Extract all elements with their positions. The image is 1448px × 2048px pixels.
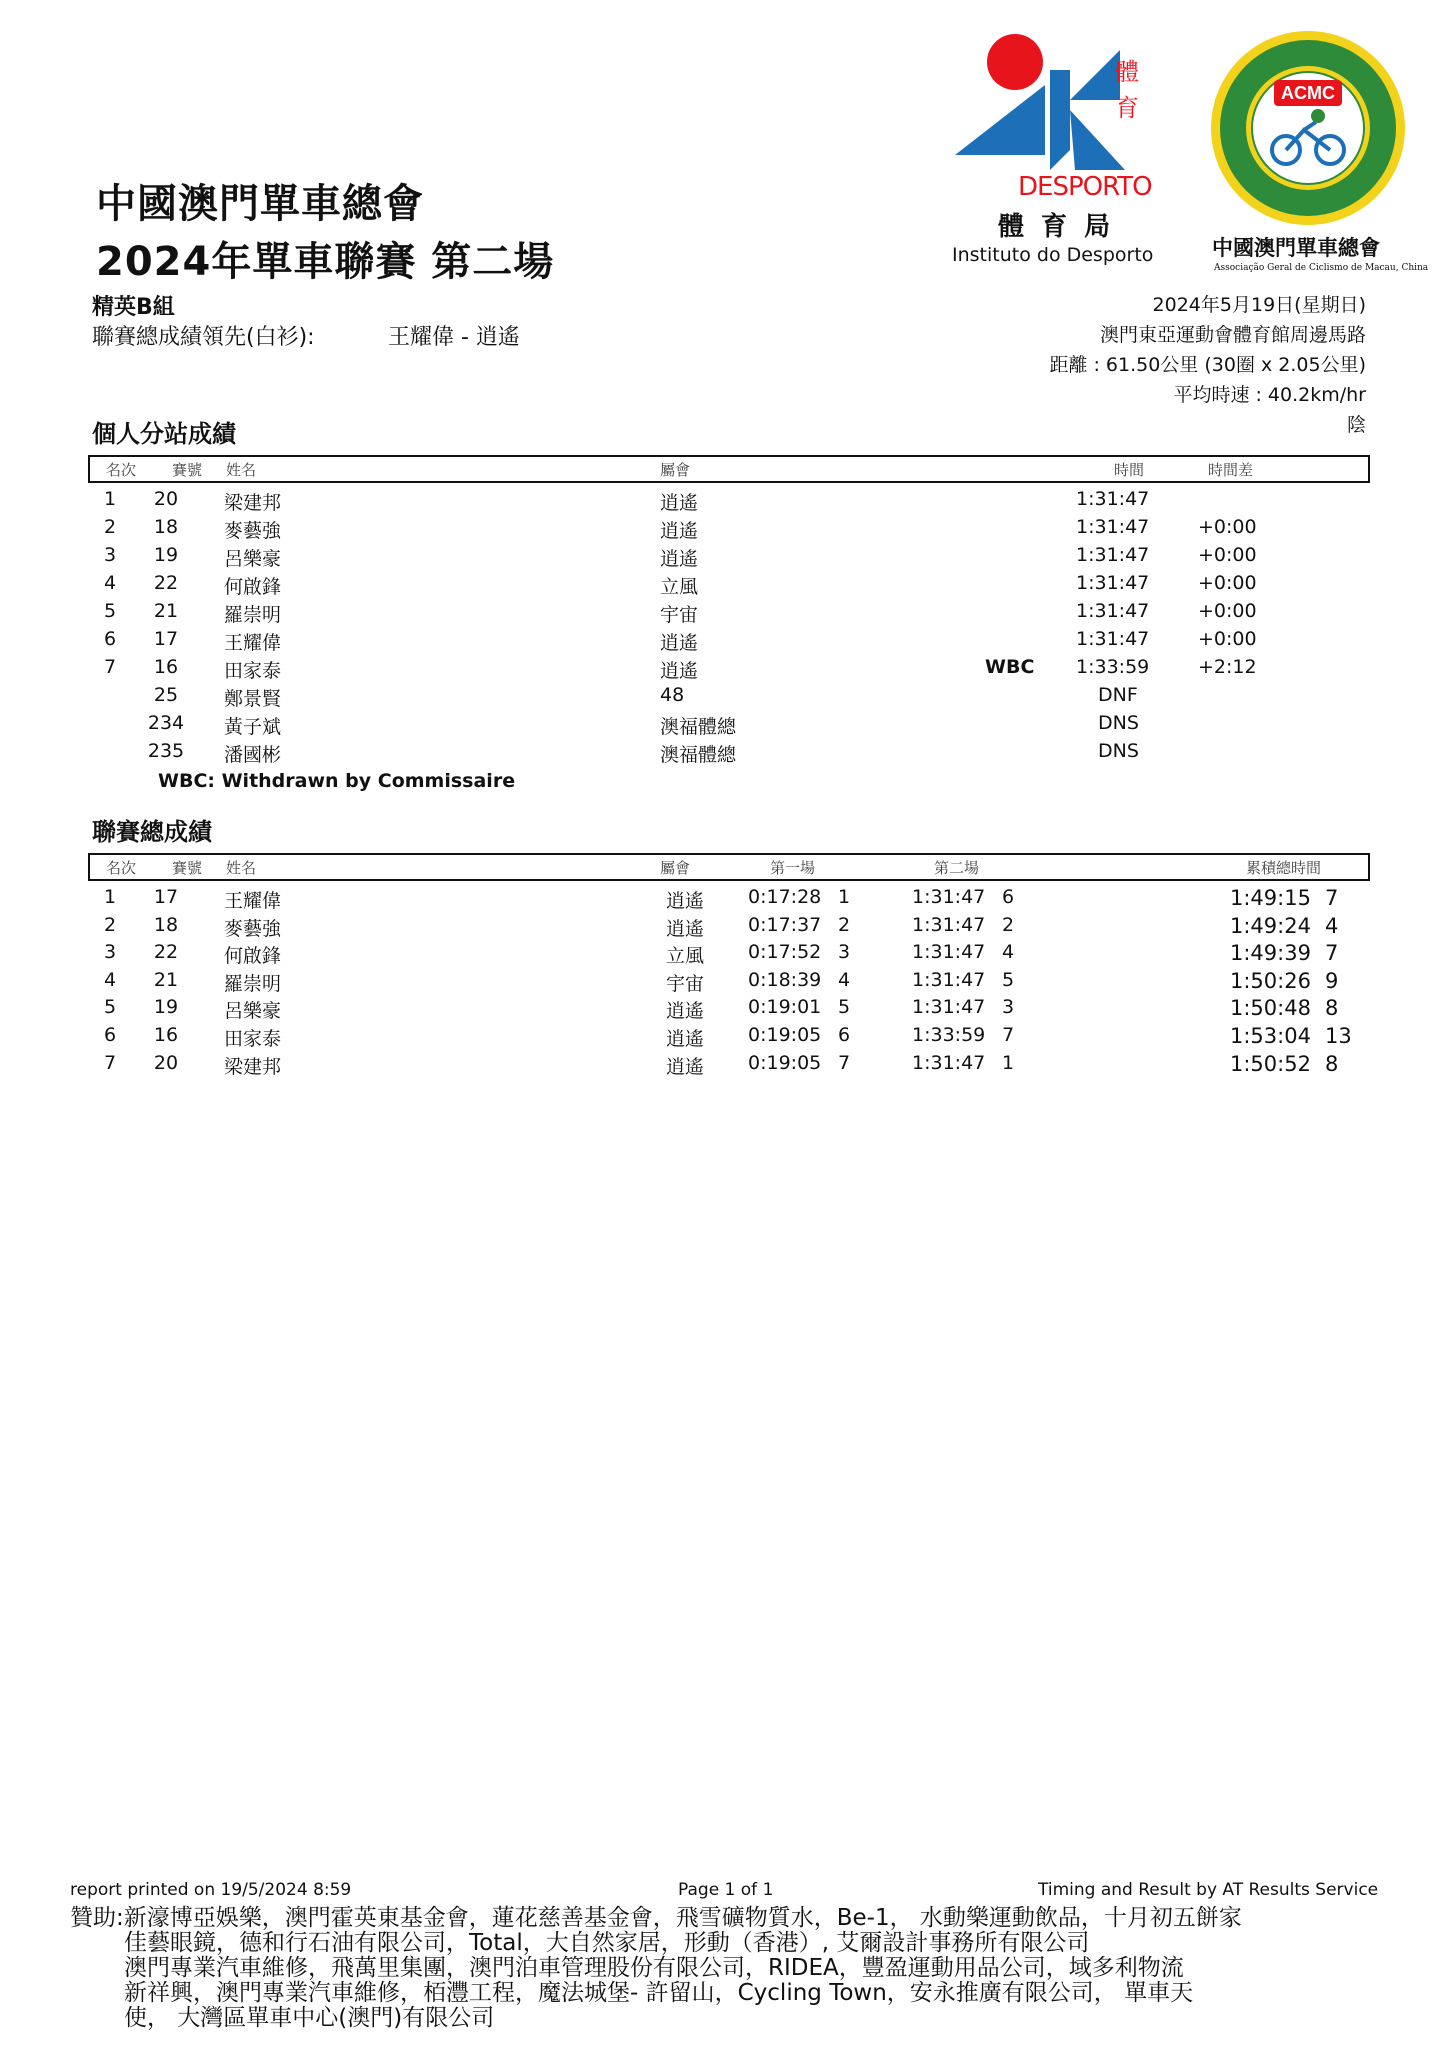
overall-race1-place: 3 <box>838 941 851 964</box>
stage-name: 呂樂豪 <box>224 548 282 570</box>
stage-gap: +0:00 <box>1198 628 1257 650</box>
stage-time: 1:31:47 <box>1076 572 1150 594</box>
stage-bib: 18 <box>153 516 179 538</box>
weather: 陰 <box>1346 414 1366 436</box>
page-title-line2: 2024年單車聯賽 第二場 <box>96 239 555 285</box>
overall-total-time: 1:49:39 <box>1230 941 1311 966</box>
overall-rank: 1 <box>103 886 117 908</box>
stage-gap: +0:00 <box>1198 572 1257 594</box>
stage-gap: +0:00 <box>1198 516 1257 538</box>
overall-col-total: 累積總時間 <box>1246 859 1322 877</box>
overall-row <box>0 1024 1448 1052</box>
overall-row <box>0 1052 1448 1080</box>
overall-race2-time: 1:31:47 <box>912 886 986 908</box>
overall-rank: 7 <box>103 1051 117 1074</box>
sponsor-line-5: 使， 大灣區單車中心(澳門)有限公司 <box>124 2005 495 2031</box>
overall-name: 麥藝強 <box>224 917 282 940</box>
overall-bib: 19 <box>153 996 179 1019</box>
page-title-line1: 中國澳門單車總會 <box>96 181 424 227</box>
stage-gap: +0:00 <box>1198 600 1257 622</box>
stage-rank: 2 <box>103 516 117 538</box>
overall-row <box>0 941 1448 969</box>
stage-time: 1:31:47 <box>1076 600 1150 622</box>
stage-col-rank: 名次 <box>106 461 137 479</box>
stage-team: 逍遙 <box>660 520 699 542</box>
stage-row <box>0 544 1448 572</box>
overall-col-name: 姓名 <box>226 859 257 877</box>
stage-name: 麥藝強 <box>224 520 282 542</box>
stage-row <box>0 600 1448 628</box>
overall-total-time: 1:50:52 <box>1230 1051 1311 1076</box>
overall-bib: 17 <box>153 886 179 908</box>
overall-race2-time: 1:31:47 <box>912 941 986 964</box>
overall-total-time: 1:53:04 <box>1230 1024 1311 1048</box>
overall-total-time: 1:50:48 <box>1230 996 1311 1021</box>
stage-bib: 17 <box>153 628 179 650</box>
stage-row <box>0 684 1448 712</box>
page-number: Page 1 of 1 <box>678 1880 774 1900</box>
stage-team: 逍遙 <box>660 632 699 654</box>
stage-name: 潘國彬 <box>224 744 282 766</box>
stage-time: 1:31:47 <box>1076 516 1150 538</box>
stage-col-team: 屬會 <box>660 461 691 479</box>
sponsor-line-4: 新祥興，澳門專業汽車維修，栢灃工程，魔法城堡- 許留山，Cycling Town，安永推廣有限公司， 單車天 <box>124 1980 1194 2006</box>
overall-bib: 20 <box>153 1051 179 1074</box>
stage-flag: WBC <box>985 656 1035 678</box>
overall-section-title: 聯賽總成績 <box>92 818 212 846</box>
overall-bib: 16 <box>153 1024 179 1046</box>
acmc-name-pt: Associação Geral de Ciclismo de Macau, China <box>1214 263 1429 273</box>
race-distance: 距離 : 61.50公里 (30圈 x 2.05公里) <box>1049 354 1366 376</box>
stage-team: 逍遙 <box>660 492 699 514</box>
stage-name: 羅崇明 <box>224 604 282 626</box>
stage-name: 王耀偉 <box>224 632 282 654</box>
stage-gap: +0:00 <box>1198 544 1257 566</box>
stage-rank: 1 <box>103 488 117 510</box>
overall-team: 逍遙 <box>666 1055 705 1078</box>
stage-time: 1:33:59 <box>1076 656 1150 678</box>
overall-rank: 5 <box>103 996 117 1019</box>
stage-row <box>0 572 1448 600</box>
sponsor-line-3: 澳門專業汽車維修，飛萬里集團，澳門泊車管理股份有限公司，RIDEA，豐盈運動用品公司，域多利物流 <box>124 1955 1184 1981</box>
stage-team: 宇宙 <box>660 604 699 626</box>
overall-col-team: 屬會 <box>660 859 691 877</box>
timing-credit: Timing and Result by AT Results Service <box>1038 1880 1379 1900</box>
overall-points: 7 <box>1325 886 1339 910</box>
overall-row <box>0 914 1448 942</box>
stage-team: 立風 <box>660 576 699 598</box>
overall-name: 羅崇明 <box>224 972 282 995</box>
overall-bib: 21 <box>153 968 179 991</box>
stage-time: 1:31:47 <box>1076 628 1150 650</box>
overall-race1-place: 6 <box>838 1024 851 1046</box>
overall-team: 逍遙 <box>666 917 705 940</box>
stage-time: DNF <box>1098 684 1138 706</box>
stage-team: 澳福體總 <box>660 744 737 766</box>
race-venue: 澳門東亞運動會體育館周邊馬路 <box>1099 324 1366 346</box>
overall-race2-place: 5 <box>1002 968 1015 991</box>
overall-race2-place: 1 <box>1002 1051 1015 1074</box>
overall-race2-place: 4 <box>1002 941 1015 964</box>
stage-bib: 20 <box>153 488 179 510</box>
overall-race2-time: 1:31:47 <box>912 913 986 936</box>
overall-points: 8 <box>1325 1051 1339 1076</box>
overall-race2-place: 7 <box>1002 1024 1015 1046</box>
stage-gap: +2:12 <box>1198 656 1257 678</box>
desporto-name-pt: Instituto do Desporto <box>952 244 1154 266</box>
overall-race1-time: 0:17:37 <box>748 913 822 936</box>
stage-bib: 235 <box>147 740 185 762</box>
overall-team: 立風 <box>666 945 705 968</box>
overall-name: 田家泰 <box>224 1028 282 1050</box>
overall-points: 13 <box>1325 1024 1352 1048</box>
stage-team: 逍遙 <box>660 660 699 682</box>
overall-race2-time: 1:31:47 <box>912 1051 986 1074</box>
stage-time: 1:31:47 <box>1076 544 1150 566</box>
overall-name: 王耀偉 <box>224 890 282 912</box>
stage-time: DNS <box>1098 712 1139 734</box>
race-date: 2024年5月19日(星期日) <box>1152 294 1366 316</box>
stage-col-gap: 時間差 <box>1208 461 1254 479</box>
stage-time: 1:31:47 <box>1076 488 1150 510</box>
overall-race1-time: 0:19:05 <box>748 1051 822 1074</box>
overall-row <box>0 996 1448 1024</box>
overall-row <box>0 969 1448 997</box>
stage-bib: 19 <box>153 544 179 566</box>
overall-race1-time: 0:19:05 <box>748 1024 822 1046</box>
acmc-emblem <box>1208 28 1408 228</box>
stage-bib: 16 <box>153 656 179 678</box>
overall-name: 梁建邦 <box>224 1055 282 1078</box>
stage-team: 逍遙 <box>660 548 699 570</box>
stage-bib: 21 <box>153 600 179 622</box>
stage-row <box>0 488 1448 516</box>
stage-bib: 234 <box>147 712 185 734</box>
overall-col-race1: 第一場 <box>770 859 816 877</box>
overall-col-race2: 第二場 <box>934 859 980 877</box>
overall-race1-place: 5 <box>838 996 851 1019</box>
stage-name: 何啟鋒 <box>224 576 282 598</box>
desporto-logo <box>950 30 1160 280</box>
leader-label: 聯賽總成績領先(白衫): <box>92 325 315 350</box>
stage-bib: 25 <box>153 684 179 706</box>
stage-team: 澳福體總 <box>660 716 737 738</box>
overall-race2-time: 1:33:59 <box>912 1024 986 1046</box>
stage-rank: 5 <box>103 600 117 622</box>
printed-timestamp: report printed on 19/5/2024 8:59 <box>70 1880 352 1900</box>
overall-race2-place: 2 <box>1002 913 1015 936</box>
overall-bib: 22 <box>153 941 179 964</box>
category-label: 精英B組 <box>92 295 175 320</box>
sponsor-line-2: 佳藝眼鏡，德和行石油有限公司，Total，大自然家居，形動（香港）, 艾爾設計事務所有限公司 <box>124 1930 1090 1956</box>
overall-race2-place: 3 <box>1002 996 1015 1019</box>
overall-race2-place: 6 <box>1002 886 1015 908</box>
overall-col-bib: 賽號 <box>172 859 203 877</box>
overall-race1-time: 0:18:39 <box>748 968 822 991</box>
overall-row <box>0 886 1448 914</box>
overall-race1-place: 2 <box>838 913 851 936</box>
overall-team: 逍遙 <box>666 1000 705 1023</box>
overall-name: 呂樂豪 <box>224 1000 282 1023</box>
stage-col-name: 姓名 <box>226 461 257 479</box>
stage-team: 48 <box>660 684 685 706</box>
overall-race2-time: 1:31:47 <box>912 996 986 1019</box>
overall-rank: 6 <box>103 1024 117 1046</box>
overall-race1-time: 0:19:01 <box>748 996 822 1019</box>
leader-value: 王耀偉 - 逍遙 <box>388 325 520 350</box>
stage-rank: 4 <box>103 572 117 594</box>
stage-row <box>0 740 1448 768</box>
overall-total-time: 1:49:24 <box>1230 913 1311 938</box>
overall-rank: 2 <box>103 913 117 936</box>
overall-rank: 4 <box>103 968 117 991</box>
overall-points: 4 <box>1325 913 1339 938</box>
overall-col-rank: 名次 <box>106 859 137 877</box>
stage-time: DNS <box>1098 740 1139 762</box>
stage-name: 田家泰 <box>224 660 282 682</box>
stage-name: 梁建邦 <box>224 492 282 514</box>
overall-race1-time: 0:17:28 <box>748 886 822 908</box>
overall-race1-place: 7 <box>838 1051 851 1074</box>
sponsor-line-1: 贊助:新濠博亞娛樂，澳門霍英東基金會，蓮花慈善基金會，飛雪礦物質水，Be-1， 水動樂運動飲品，十月初五餅家 <box>70 1905 1242 1931</box>
desporto-vertical-2: 育 <box>1115 94 1139 122</box>
svg-text:ACMC: ACMC <box>1281 83 1335 103</box>
overall-race1-place: 4 <box>838 968 851 991</box>
overall-total-time: 1:50:26 <box>1230 968 1311 993</box>
overall-points: 8 <box>1325 996 1339 1021</box>
desporto-name-cn: 體 育 局 <box>998 212 1115 242</box>
overall-header-bar <box>88 853 1370 881</box>
stage-name: 鄭景賢 <box>224 688 282 710</box>
overall-bib: 18 <box>153 913 179 936</box>
overall-race1-place: 1 <box>838 886 851 908</box>
stage-name: 黃子斌 <box>224 716 282 738</box>
overall-rank: 3 <box>103 941 117 964</box>
stage-row <box>0 712 1448 740</box>
overall-name: 何啟鋒 <box>224 945 282 968</box>
desporto-vertical-1: 體 <box>1115 58 1139 86</box>
stage-row <box>0 516 1448 544</box>
stage-row <box>0 656 1448 684</box>
avg-speed: 平均時速 : 40.2km/hr <box>1173 384 1366 406</box>
stage-rank: 6 <box>103 628 117 650</box>
acmc-logo <box>1200 28 1429 283</box>
overall-total-time: 1:49:15 <box>1230 886 1311 910</box>
overall-team: 逍遙 <box>666 890 705 912</box>
stage-header-bar <box>88 455 1370 483</box>
wbc-note: WBC: Withdrawn by Commissaire <box>158 770 516 792</box>
stage-col-bib: 賽號 <box>172 461 203 479</box>
stage-rank: 7 <box>103 656 117 678</box>
overall-team: 逍遙 <box>666 1028 705 1050</box>
overall-race1-time: 0:17:52 <box>748 941 822 964</box>
stage-row <box>0 628 1448 656</box>
desporto-brand: DESPORTO <box>1018 172 1152 202</box>
stage-bib: 22 <box>153 572 179 594</box>
acmc-name-cn: 中國澳門單車總會 <box>1212 235 1380 260</box>
overall-points: 7 <box>1325 941 1339 966</box>
stage-section-title: 個人分站成績 <box>92 420 236 448</box>
stage-rank: 3 <box>103 544 117 566</box>
overall-points: 9 <box>1325 968 1339 993</box>
overall-team: 宇宙 <box>666 972 705 995</box>
overall-race2-time: 1:31:47 <box>912 968 986 991</box>
stage-col-time: 時間 <box>1114 461 1145 479</box>
